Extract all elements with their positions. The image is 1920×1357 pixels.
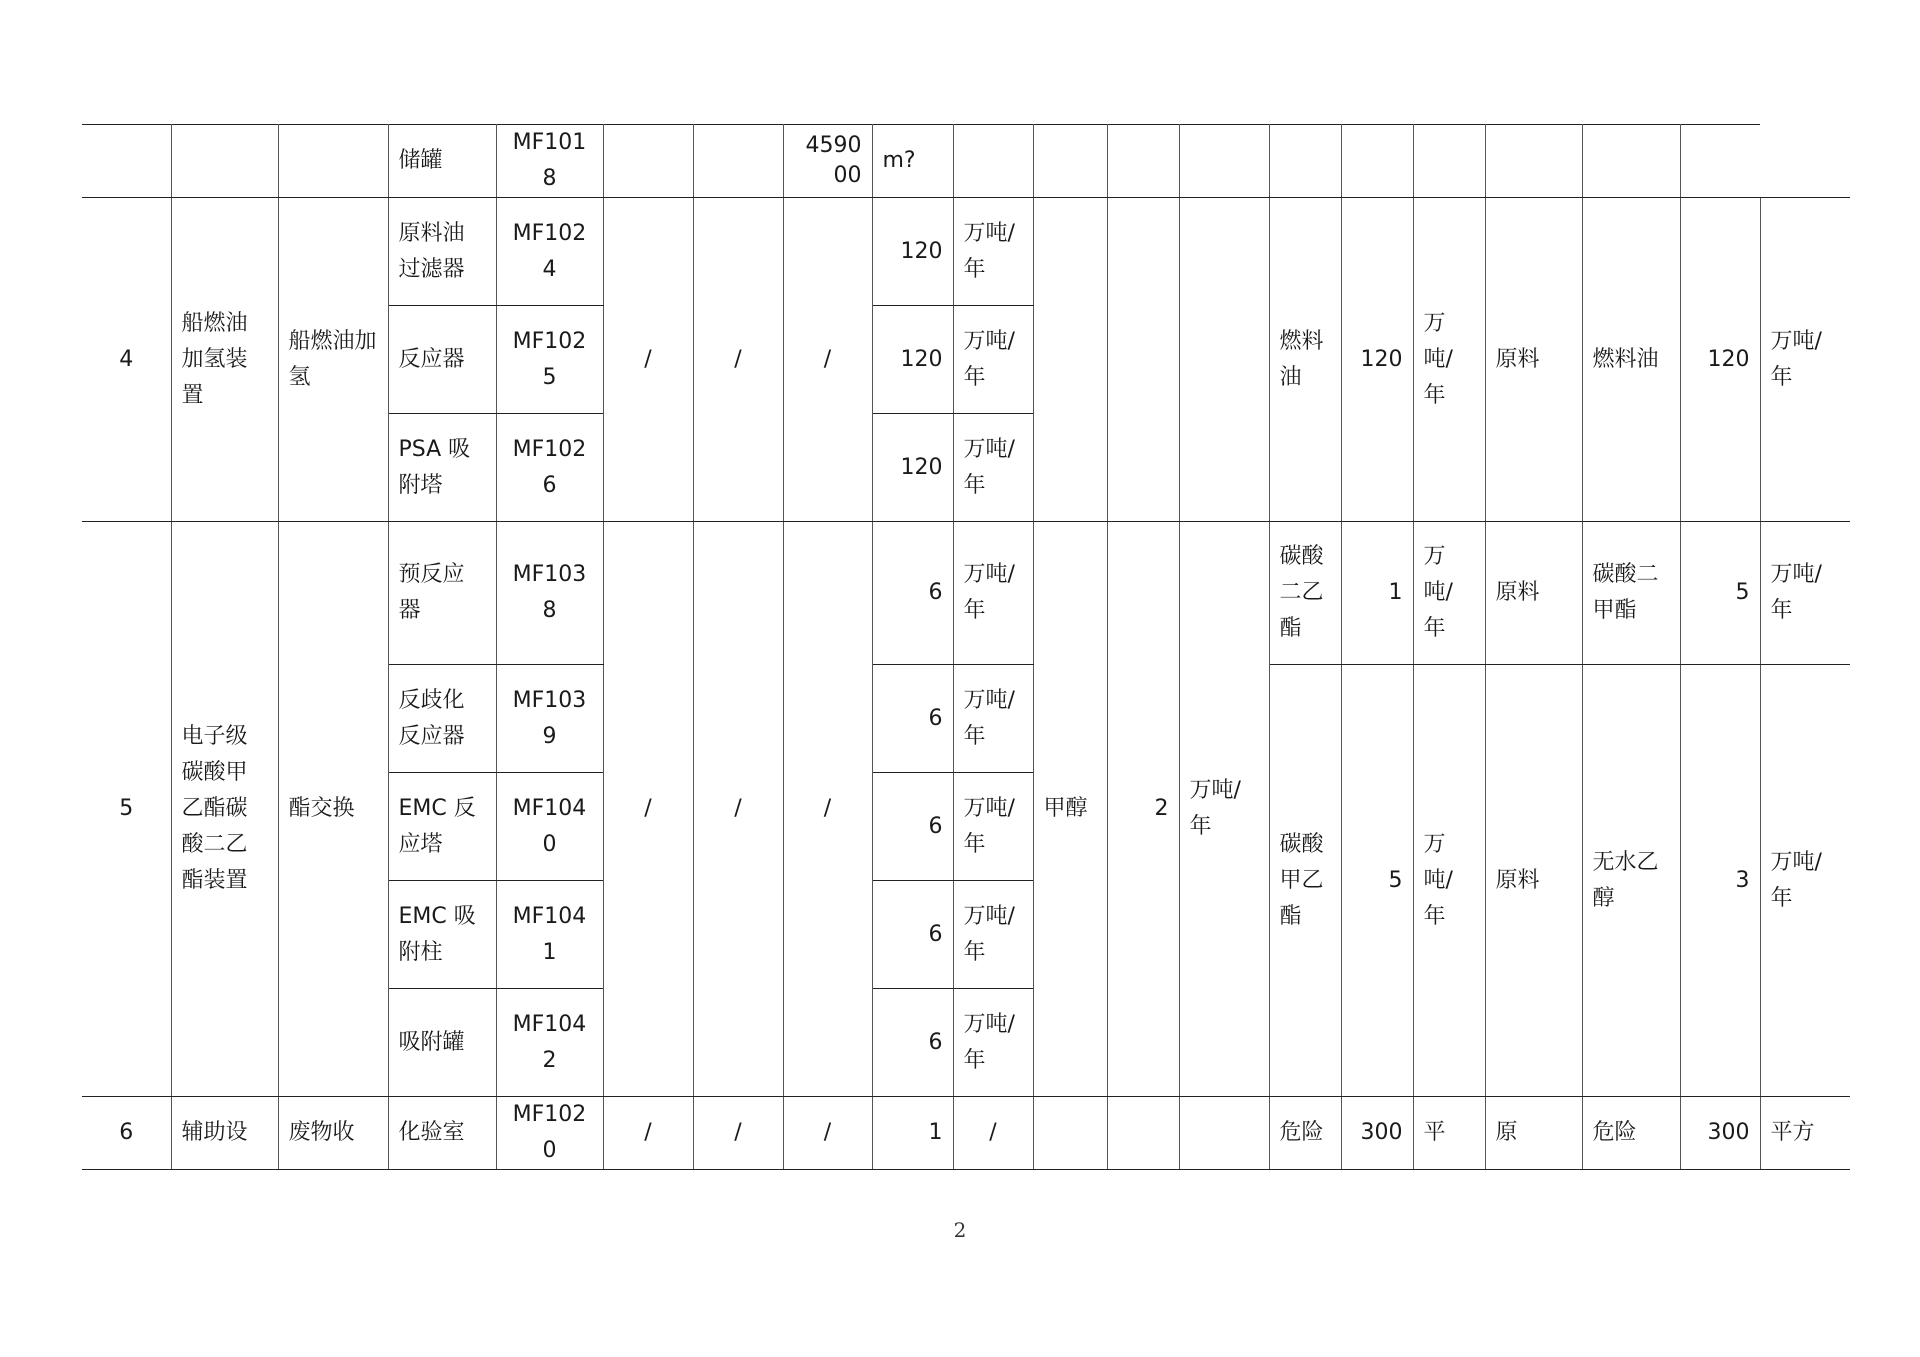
cell-slash: / <box>783 522 872 1097</box>
cell-empty <box>1107 125 1179 198</box>
cell-equipment: EMC 反应塔 <box>388 773 496 881</box>
cell-unit: 万吨/年 <box>953 414 1033 522</box>
cell-product-name: 燃料油 <box>1269 198 1341 522</box>
cell-slash: / <box>603 522 693 1097</box>
cell-unit: / <box>953 1097 1033 1170</box>
cell-unit: 万吨/年 <box>953 522 1033 665</box>
cell-capacity: 120 <box>872 414 953 522</box>
cell-empty <box>1107 1097 1179 1170</box>
cell-capacity: 6 <box>872 665 953 773</box>
cell-empty <box>1680 125 1760 198</box>
cell-product-type: 原 <box>1485 1097 1582 1170</box>
cell-empty <box>1033 1097 1107 1170</box>
cell-empty <box>603 125 693 198</box>
cell-no: 4 <box>82 198 171 522</box>
cell-process: 船燃油加氢 <box>278 198 388 522</box>
cell-empty <box>1179 125 1269 198</box>
table-row <box>82 125 1850 198</box>
cell-no: 6 <box>82 1097 171 1170</box>
cell-material-name: 甲醇 <box>1033 522 1107 1097</box>
cell-slash: / <box>783 198 872 522</box>
cell-empty <box>1341 125 1413 198</box>
cell-product-name: 碳酸二乙酯 <box>1269 522 1341 665</box>
cell-product-value: 5 <box>1341 665 1413 1097</box>
cell-product-name: 危险 <box>1269 1097 1341 1170</box>
cell-unit: 万吨/年 <box>953 773 1033 881</box>
cell-process: 废物收 <box>278 1097 388 1170</box>
cell-unit: 万吨/年 <box>953 989 1033 1097</box>
table-row <box>82 522 1850 665</box>
cell-empty <box>1485 125 1582 198</box>
cell-equipment: 反歧化反应器 <box>388 665 496 773</box>
cell-product-unit: 万吨/年 <box>1413 665 1485 1097</box>
cell-product-value: 120 <box>1341 198 1413 522</box>
cell-empty <box>693 125 783 198</box>
table-row <box>82 198 1850 306</box>
cell-code: MF1025 <box>496 306 603 414</box>
cell-empty <box>1179 1097 1269 1170</box>
cell-no: 5 <box>82 522 171 1097</box>
cell-empty <box>1179 198 1269 522</box>
cell-slash: / <box>693 198 783 522</box>
equipment-table <box>82 124 1850 1170</box>
cell-product-unit: 万吨/年 <box>1413 522 1485 665</box>
cell-equipment: 原料油过滤器 <box>388 198 496 306</box>
cell-code: MF1026 <box>496 414 603 522</box>
cell-material-value: 300 <box>1680 1097 1760 1170</box>
cell-code: MF1020 <box>496 1097 603 1170</box>
cell-unit: 万吨/年 <box>953 198 1033 306</box>
cell-capacity: 6 <box>872 881 953 989</box>
cell-empty <box>953 125 1033 198</box>
cell-product-type: 原料 <box>1485 198 1582 522</box>
cell-process: 酯交换 <box>278 522 388 1097</box>
cell-slash: / <box>783 1097 872 1170</box>
cell-material-name: 碳酸二甲酯 <box>1582 522 1680 665</box>
cell-device: 船燃油加氢装置 <box>171 198 278 522</box>
cell-material-unit: 万吨/年 <box>1179 522 1269 1097</box>
cell-device: 电子级碳酸甲乙酯碳酸二乙酯装置 <box>171 522 278 1097</box>
cell-product-name: 碳酸甲乙酯 <box>1269 665 1341 1097</box>
cell-empty <box>1269 125 1341 198</box>
cell-material-value: 5 <box>1680 522 1760 665</box>
cell-code: MF1038 <box>496 522 603 665</box>
cell-empty <box>1582 125 1680 198</box>
cell-product-type: 原料 <box>1485 665 1582 1097</box>
cell-unit: 万吨/年 <box>953 881 1033 989</box>
page-number: 2 <box>953 1218 967 1242</box>
cell-material-value: 3 <box>1680 665 1760 1097</box>
cell-material-value: 120 <box>1680 198 1760 522</box>
cell-material-value: 2 <box>1107 522 1179 1097</box>
cell-code: MF1018 <box>496 125 603 198</box>
cell-empty <box>1413 125 1485 198</box>
cell-unit: 万吨/年 <box>953 665 1033 773</box>
cell-capacity: 459000 <box>783 125 872 198</box>
cell-material-unit: 万吨/年 <box>1760 198 1850 522</box>
cell-equipment: PSA 吸附塔 <box>388 414 496 522</box>
cell-equipment: 储罐 <box>388 125 496 198</box>
table-row <box>82 1097 1850 1170</box>
cell-slash: / <box>603 1097 693 1170</box>
cell-code: MF1040 <box>496 773 603 881</box>
cell-unit: 万吨/年 <box>953 306 1033 414</box>
cell-equipment: 化验室 <box>388 1097 496 1170</box>
cell-material-unit: 万吨/年 <box>1760 522 1850 665</box>
cell-empty <box>1033 125 1107 198</box>
cell-material-name: 燃料油 <box>1582 198 1680 522</box>
cell-slash: / <box>693 522 783 1097</box>
cell-material-name: 无水乙醇 <box>1582 665 1680 1097</box>
cell-empty <box>82 125 171 198</box>
cell-capacity: 1 <box>872 1097 953 1170</box>
cell-unit: m? <box>872 125 953 198</box>
cell-empty <box>278 125 388 198</box>
cell-capacity: 6 <box>872 522 953 665</box>
cell-equipment: EMC 吸附柱 <box>388 881 496 989</box>
cell-capacity: 120 <box>872 306 953 414</box>
cell-code: MF1042 <box>496 989 603 1097</box>
cell-material-name: 危险 <box>1582 1097 1680 1170</box>
cell-material-unit: 万吨/年 <box>1760 665 1850 1097</box>
cell-code: MF1041 <box>496 881 603 989</box>
cell-equipment: 反应器 <box>388 306 496 414</box>
cell-equipment: 吸附罐 <box>388 989 496 1097</box>
cell-equipment: 预反应器 <box>388 522 496 665</box>
cell-capacity: 6 <box>872 989 953 1097</box>
cell-empty <box>1107 198 1179 522</box>
cell-empty <box>171 125 278 198</box>
cell-product-value: 1 <box>1341 522 1413 665</box>
cell-empty <box>1033 198 1107 522</box>
cell-code: MF1024 <box>496 198 603 306</box>
cell-capacity: 120 <box>872 198 953 306</box>
cell-device: 辅助设 <box>171 1097 278 1170</box>
cell-product-unit: 万吨/年 <box>1413 198 1485 522</box>
cell-product-type: 原料 <box>1485 522 1582 665</box>
cell-product-value: 300 <box>1341 1097 1413 1170</box>
cell-code: MF1039 <box>496 665 603 773</box>
cell-capacity: 6 <box>872 773 953 881</box>
cell-product-unit: 平 <box>1413 1097 1485 1170</box>
cell-slash: / <box>603 198 693 522</box>
cell-slash: / <box>693 1097 783 1170</box>
cell-material-unit: 平方 <box>1760 1097 1850 1170</box>
